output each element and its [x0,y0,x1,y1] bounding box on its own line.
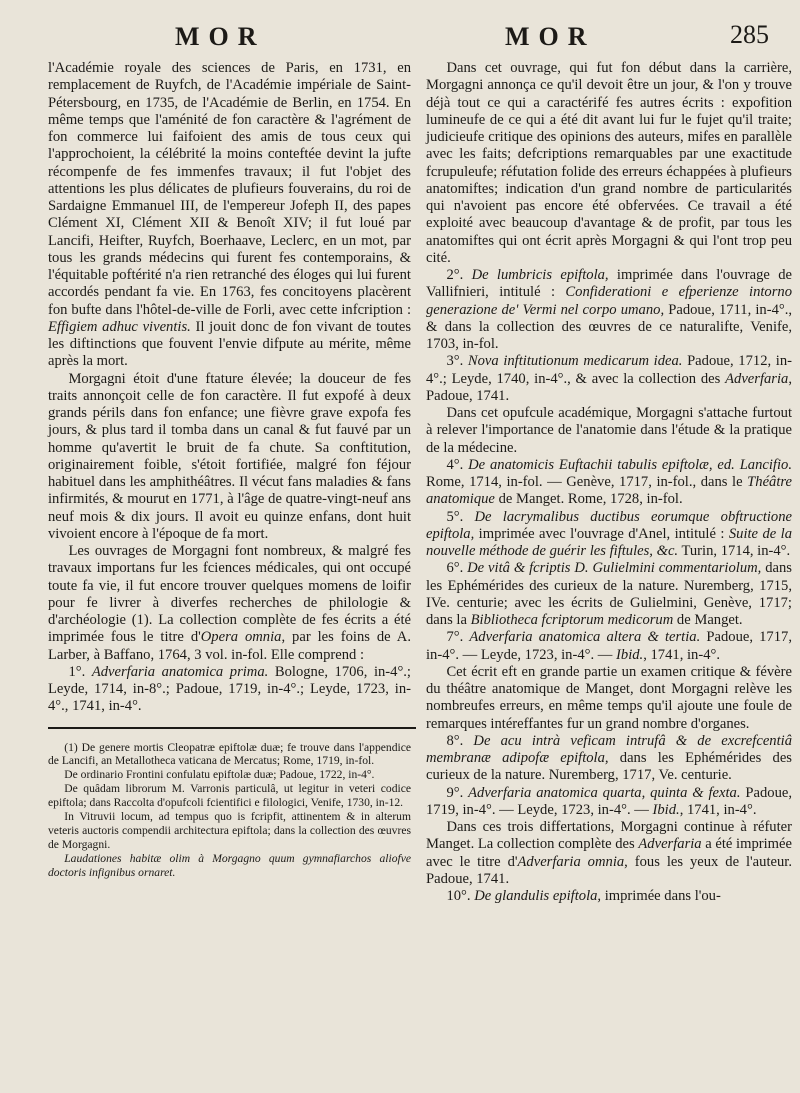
footnote: (1) De genere mortis Cleopatræ epiftolæ duæ; fe trouve dans l'appendice de Lancifi, an Metallotheca vaticana de Mercatus; Rome, 1719, in-fol. [48,740,411,768]
list-item: 4°. De anatomicis Euftachii tabulis epiftolæ, ed. Lancifio. Rome, 1714, in-fol. — Genève, 1717, in-fol., dans le Théâtre anatomique de Manget. Rome, 1728, in-fol. [426,456,793,508]
left-column [48,60,411,880]
list-item: 8°. De acu intrà veficam intrufâ & de excrefcentiâ membranæ adipofæ epiftola, dans les Ephémérides des curieux de la nature. Nuremberg, 1717, Ve. centurie. [426,732,792,784]
running-header-left: MOR [175,22,266,51]
footnote: De quâdam librorum M. Varronis particulâ, ut legitur in veteri codice epiftola; dans Raccolta d'opufcoli fcientifici e filologici, Venife, 1730, in-12. [48,782,411,810]
footnote: In Vitruvii locum, ad tempus quo is fcripfit, attinentem & in alterum veteris auctoris compendii architectura epiftola; dans la collection des œuvres de Morgagni. [48,810,411,851]
list-item: 1°. Adverfaria anatomica prima. Bologne, 1706, in-4°.; Leyde, 1714, in-8°.; Padoue, 1719, in-4°.; Leyde, 1723, in-4°., 1741, in-4°. [48,663,411,715]
list-item: 7°. Adverfaria anatomica altera & tertia. Padoue, 1717, in-4°. — Leyde, 1723, in-4°. — Ibid., 1741, in-4°. [426,629,792,663]
page-number: 285 [730,20,769,49]
paragraph: Les ouvrages de Morgagni font nombreux, & malgré fes travaux importans fur les fciences médicales, qui ont occupé toute fa vie, il fut encore trouver quelques momens de loifir pour fe livrer à diverfes recherches de philologie & d'archéologie (1). La collection complète de fes écrits a été imprimée fous le titre d'Opera omnia, par les foins de A. Larber, à Baffano, 1764, 3 vol. in-fol. Elle comprend : [48,543,411,663]
paragraph: Dans cet ouvrage, qui fut fon début dans la carrière, Morgagni annonça ce qu'il devoit être un jour, & l'on y trouve déjà tout ce qui a caractérifé fes autres écrits : expofition lumineufe de ce qui a été dit avant lui fur le fujet qu'il traite; judicieufe critique des opinions des auteurs, mifes en parallèle avec les faits; defcriptions remarquables par une exactitude fcrupuleufe; réfutation folide des erreurs échappées à plufieurs anatomiftes; indication d'un grand nombre de particularités qui n'avoient pas encore été obfervées. Ce travail a été exploité avec beaucoup d'avantage & de profit, par tous les anatomiftes qui ont écrit après Morgagni & qui l'ont trop peu cité. [426,60,792,266]
paragraph: Cet écrit eft en grande partie un examen critique & févère du théâtre anatomique de Manget, dont Morgagni relève les nombreufes erreurs, en même temps qu'il ajoute une foule de remarques intéreffantes fur un grand nombre d'organes. [426,663,792,732]
running-header-right: MOR [505,22,596,51]
paragraph: Morgagni étoit d'une ftature élevée; la douceur de fes traits annonçoit celle de fon caractère. Il fut expofé à deux grands périls dans fon enfance; une fièvre grave expofa fes jours, & plus tard il tomba dans un canal & fut fauvé par un homme qu'avertit le bruit de fa chute. Sa conftitution, originairement foible, s'étoit fortifiée, malgré fon féjour habituel dans les amphithéâtres. Il vécut fans maladies & fans infirmités, & mourut en 1771, à l'âge de quatre-vingt-neuf ans neuf mois & dix jours. Il avoit eu quinze enfans, dont huit vivoient encore à l'époque de fa mort. [48,370,411,542]
paragraph: Dans ces trois differtations, Morgagni continue à réfuter Manget. La collection complète des Adverfaria a été imprimée avec le titre d'Adverfaria omnia, fous les yeux de l'auteur. Padoue, 1741. [426,819,792,887]
footnote: De ordinario Frontini confulatu epiftolæ duæ; Padoue, 1722, in-4°. [64,768,375,782]
list-item: 10°. De glandulis epiftola, imprimée dans l'ou- [446,888,721,904]
footnotes [48,741,411,880]
footnote: Laudationes habitæ olim à Morgagno quum gymnafiarchos aliofve doctoris infignibus ornaret. [48,851,411,879]
list-item: 9°. Adverfaria anatomica quarta, quinta & fexta. Padoue, 1719, in-4°. — Leyde, 1723, in-4°. — Ibid., 1741, in-4°. [426,784,792,818]
right-column [426,60,792,905]
list-item: 3°. Nova inftitutionum medicarum idea. Padoue, 1712, in-4°.; Leyde, 1740, in-4°., & avec la collection des Adverfaria, Padoue, 1741. [426,353,792,404]
paragraph: Dans cet opufcule académique, Morgagni s'attache furtout à relever l'importance de l'anatomie dans l'étude & la pratique de la médecine. [426,405,792,456]
list-item: 2°. De lumbricis epiftola, imprimée dans l'ouvrage de Vallifnieri, intitulé : Confiderationi e efperienze intorno generazione de' Vermi nel corpo umano, Padoue, 1711, in-4°., & dans la collection des œuvres de ce naturalifte, Venife, 1703, in-fol. [426,267,793,352]
footnote-divider [48,727,416,729]
list-item: 5°. De lacrymalibus ductibus eorumque obftructione epiftola, imprimée avec l'ouvrage d'Anel, intitulé : Suite de la nouvelle méthode de guérir les fiftules, &c. Turin, 1714, in-4°. [426,508,792,559]
list-item: 6°. De vitâ & fcriptis D. Gulielmini commentariolum, dans les Ephémérides des curieux de la nature. Nuremberg, 1715, IVe. centurie; avec les écrits de Gulielmini, Genève, 1717; dans la Bibliotheca fcriptorum medicorum de Manget. [426,560,792,628]
paragraph: l'Académie royale des sciences de Paris, en 1731, en remplacement de Ruyfch, de l'Académie impériale de Saint-Pétersbourg, en 1735, de l'Académie de Berlin, en 1754. En même temps que l'aménité de fon caractère & l'agrément de fon commerce lui faifoient des amis de tous ceux qui l'approchoient, la célébrité la moins conteftée devint la jufte récompenfe de fes immenfes travaux; il fut l'objet des attentions les plus délicates de plufieurs fouverains, du roi de Sardaigne Emmanuel III, de l'empereur Jofeph II, des papes Clément XI, Clément XII & Benoît XIV; il fut loué par Lancifi, Heifter, Ruyfch, Boerhaave, Leclerc, en un mot, par tous les grands médecins qui furent fes contemporains, & l'équitable poftérité n'a rien retranché des éloges qui lui furent accordés pendant fa vie. En 1763, fes concitoyens placèrent fon bufte dans l'hôtel-de-ville de Forli, avec cette infcription : Effigiem adhuc viventis. Il jouit donc de fon vivant de toutes les diftinctions que fouvent l'envie difpute au mérite, même après la mort. [48,60,411,370]
